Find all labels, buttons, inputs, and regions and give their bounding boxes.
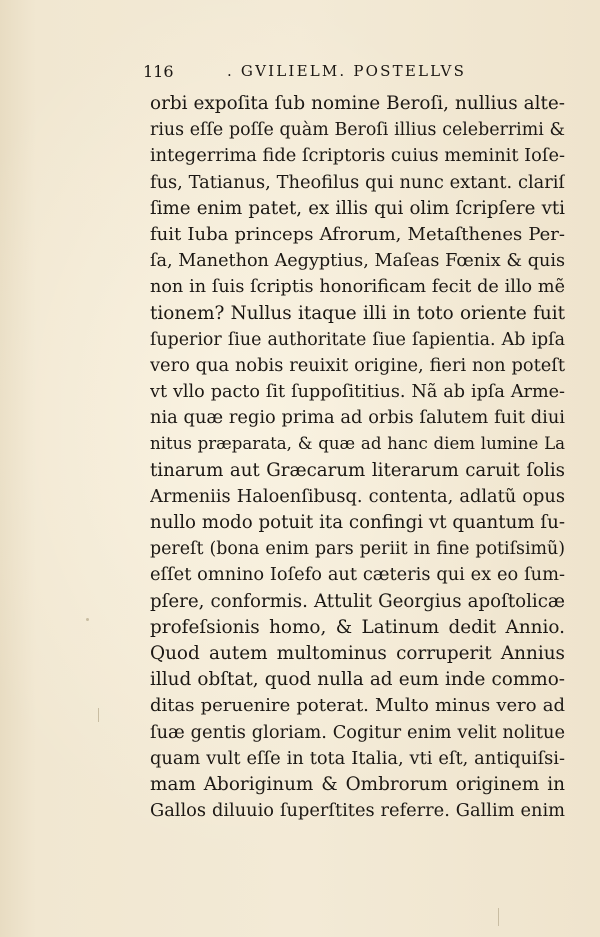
- running-head: [143, 62, 543, 86]
- bottom-tick: [498, 908, 499, 926]
- text-line-19: eſſet omnino Ioſefo aut cæteris qui ex eo ſum-: [150, 564, 565, 586]
- text-line-20: pſere, conformis. Attulit Georgius apoſtolicæ: [150, 590, 565, 612]
- text-line-24: ditas peruenire poterat. Multo minus vero ad: [150, 695, 565, 717]
- text-line-26: quam vult eſſe in tota Italia, vti eſt, antiquiſsi-: [150, 747, 565, 769]
- text-line-13: nia quæ regio prima ad orbis ſalutem fuit diui: [150, 407, 565, 429]
- text-line-7: ſa, Manethon Aegyptius, Maſeas Fœnix & quis: [150, 251, 565, 272]
- text-line-4: fus, Tatianus, Theofilus qui nunc extant. clariſ: [150, 171, 565, 193]
- text-line-14: nitus præparata, & quæ ad hanc diem lumine La: [150, 434, 565, 454]
- text-line-17: nullo modo potuit ita confingi vt quantum ſu-: [150, 512, 565, 533]
- text-line-12: vt vllo pacto ſit ſuppoſititius. Nã ab ipſa Arme-: [150, 382, 565, 403]
- text-line-15: tinarum aut Græcarum literarum caruit ſolis: [150, 459, 565, 481]
- text-line-11: vero qua nobis reuixit origine, fieri non poteſt: [150, 354, 565, 376]
- text-line-16: Armeniis Haloenſibusq. contenta, adlatũ opus: [150, 485, 565, 507]
- text-line-8: non in ſuis ſcriptis honorificam fecit de illo mẽ: [150, 277, 565, 298]
- margin-speck: [86, 618, 89, 621]
- text-line-6: fuit Iuba princeps Afrorum, Metaſthenes Per-: [150, 223, 565, 245]
- text-line-9: tionem? Nullus itaque illi in toto oriente fuit: [150, 302, 565, 324]
- page-number: 116: [143, 62, 174, 81]
- margin-tick: [98, 708, 99, 722]
- text-line-1: orbi expoſita ſub nomine Beroſi, nullius alte-: [150, 93, 565, 114]
- body-text: [150, 91, 565, 824]
- running-title: . GVILIELM. POSTELLVS: [227, 62, 467, 80]
- text-line-21: profeſsionis homo, & Latinum dedit Annio.: [150, 616, 565, 638]
- text-line-28: Gallos diluuio ſuperſtites referre. Gallim enim: [150, 800, 565, 822]
- text-line-2: rius eſſe poſſe quàm Beroſi illius celeberrimi &: [150, 120, 565, 141]
- text-line-18: pereſt (bona enim pars periit in fine potiſsimũ): [150, 539, 565, 560]
- text-line-10: ſuperior ſiue authoritate ſiue ſapientia. Ab ipſa: [150, 329, 565, 350]
- text-line-27: mam Aboriginum & Ombrorum originem in: [150, 773, 565, 795]
- text-line-23: illud obſtat, quod nulla ad eum inde commo-: [150, 669, 565, 691]
- text-line-25: ſuæ gentis gloriam. Cogitur enim velit nolitue: [150, 721, 565, 743]
- text-line-22: Quod autem multominus corruperit Annius: [150, 642, 565, 664]
- text-line-3: integerrima fide ſcriptoris cuius meminit Ioſe-: [150, 145, 565, 167]
- text-line-5: ſime enim patet, ex illis qui olim ſcripſere vti: [150, 197, 565, 219]
